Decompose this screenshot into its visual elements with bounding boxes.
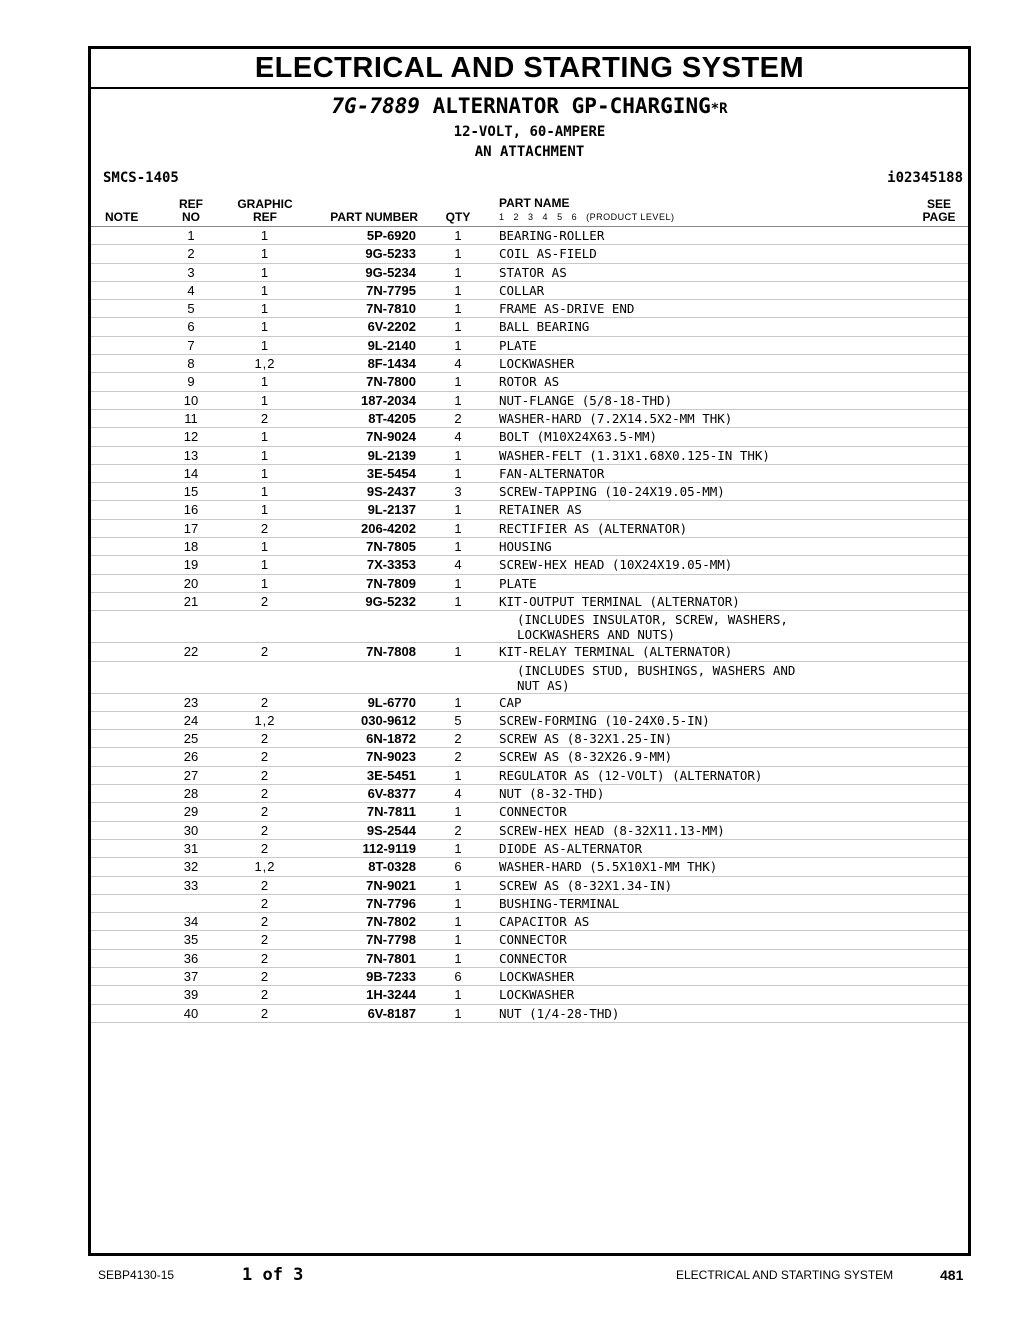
ref-no-cell: 33 bbox=[183, 877, 199, 893]
ref-no-cell: 22 bbox=[183, 644, 199, 660]
table-row-continuation bbox=[91, 611, 968, 643]
graphic-ref-cell: 1 bbox=[260, 374, 270, 390]
col-part-name: PART NAME bbox=[499, 196, 570, 210]
table-row bbox=[91, 575, 968, 593]
part-number-cell: 8T-0328 bbox=[368, 859, 416, 875]
col-graphic-ref bbox=[225, 198, 305, 224]
qty-cell: 1 bbox=[454, 1005, 462, 1021]
ref-no-cell: 13 bbox=[183, 447, 199, 463]
part-name-cell: CONNECTOR bbox=[499, 932, 567, 948]
qty-cell: 1 bbox=[454, 950, 462, 966]
footer-section: ELECTRICAL AND STARTING SYSTEM bbox=[676, 1268, 894, 1282]
part-number-cell: 9L-2140 bbox=[367, 337, 416, 353]
part-name-cell: SCREW-FORMING (10-24X0.5-IN) bbox=[499, 712, 710, 728]
graphic-ref-cell: 2 bbox=[260, 932, 270, 948]
table-row bbox=[91, 643, 968, 661]
table-row bbox=[91, 318, 968, 336]
ref-no-cell: 8 bbox=[187, 356, 195, 372]
part-name-cell: SCREW AS (8-32X1.34-IN) bbox=[499, 877, 673, 893]
qty-cell: 1 bbox=[454, 465, 462, 481]
table-row bbox=[91, 803, 968, 821]
table-row bbox=[91, 538, 968, 556]
graphic-ref-cell: 1 bbox=[260, 557, 270, 573]
ref-no-cell: 24 bbox=[183, 712, 199, 728]
group-title bbox=[91, 93, 968, 122]
qty-cell: 1 bbox=[454, 767, 462, 783]
ref-no-cell: 27 bbox=[183, 767, 199, 783]
graphic-ref-cell: 2 bbox=[260, 877, 270, 893]
table-row bbox=[91, 410, 968, 428]
part-name-cell: NUT (1/4-28-THD) bbox=[499, 1005, 620, 1021]
part-name-cell: SCREW-HEX HEAD (10X24X19.05-MM) bbox=[499, 557, 733, 573]
table-row bbox=[91, 337, 968, 355]
table-row bbox=[91, 373, 968, 391]
ref-no-cell: 40 bbox=[183, 1005, 199, 1021]
part-name-cell: KIT-RELAY TERMINAL (ALTERNATOR) bbox=[499, 644, 733, 660]
table-row bbox=[91, 465, 968, 483]
graphic-ref-cell: 1 bbox=[260, 484, 270, 500]
graphic-ref-cell: 2 bbox=[260, 840, 270, 856]
part-name-cell: BUSHING-TERMINAL bbox=[499, 895, 620, 911]
ref-no-cell: 31 bbox=[183, 840, 199, 856]
qty-cell: 5 bbox=[454, 712, 462, 728]
part-number-cell: 6V-8187 bbox=[367, 1005, 416, 1021]
part-name-cell: CAP bbox=[499, 694, 522, 710]
graphic-ref-cell: 1,2 bbox=[254, 356, 276, 372]
graphic-ref-cell: 1 bbox=[260, 282, 270, 298]
qty-cell: 4 bbox=[454, 557, 462, 573]
ref-no-cell: 3 bbox=[187, 264, 195, 280]
col-graphic-top: GRAPHIC bbox=[237, 197, 293, 211]
col-ref-bottom: NO bbox=[182, 210, 200, 224]
group-attachment-line: AN ATTACHMENT bbox=[474, 144, 585, 160]
graphic-ref-cell: 1,2 bbox=[254, 859, 276, 875]
part-name-cell: PLATE bbox=[499, 337, 537, 353]
product-level-1: 1 bbox=[499, 212, 505, 222]
ref-no-cell: 21 bbox=[183, 593, 199, 609]
part-name-cell: LOCKWASHER bbox=[499, 356, 575, 372]
section-title: ELECTRICAL AND STARTING SYSTEM bbox=[91, 49, 968, 89]
graphic-ref-cell: 2 bbox=[260, 914, 270, 930]
table-row bbox=[91, 767, 968, 785]
part-number-cell: 7N-7798 bbox=[366, 932, 416, 948]
product-level-6: 6 bbox=[571, 212, 578, 222]
ref-no-cell: 18 bbox=[183, 539, 199, 555]
part-name-cell: LOCKWASHER bbox=[499, 968, 575, 984]
part-name-cell: HOUSING bbox=[499, 539, 552, 555]
col-ref-top: REF bbox=[179, 197, 203, 211]
qty-cell: 6 bbox=[454, 968, 462, 984]
part-number-cell: 112-9119 bbox=[362, 840, 416, 856]
product-level-2: 2 bbox=[513, 212, 520, 222]
graphic-ref-cell: 2 bbox=[260, 822, 270, 838]
part-name-cell: BEARING-ROLLER bbox=[499, 228, 605, 243]
part-name-cell: WASHER-HARD (5.5X10X1-MM THK) bbox=[499, 859, 718, 875]
part-name-cell: DIODE AS-ALTERNATOR bbox=[499, 840, 642, 856]
part-number-cell: 7N-9021 bbox=[366, 877, 416, 893]
ref-no-cell: 34 bbox=[183, 914, 199, 930]
part-name-cell: WASHER-HARD (7.2X14.5X2-MM THK) bbox=[499, 410, 733, 426]
ref-no-cell: 36 bbox=[183, 950, 199, 966]
part-name-cell: FAN-ALTERNATOR bbox=[499, 465, 605, 481]
table-row bbox=[91, 694, 968, 712]
part-number-cell: 206-4202 bbox=[361, 520, 416, 536]
graphic-ref-cell: 1 bbox=[260, 539, 270, 555]
part-number-cell: 7N-9023 bbox=[366, 749, 416, 765]
table-row bbox=[91, 593, 968, 611]
product-level-5: 5 bbox=[557, 212, 563, 222]
ref-no-cell: 10 bbox=[183, 392, 199, 408]
ref-no-cell: 4 bbox=[187, 282, 195, 298]
part-number-cell: 7N-7802 bbox=[366, 914, 416, 930]
part-number-cell: 9G-5232 bbox=[365, 593, 416, 609]
group-spec-line: 12-VOLT, 60-AMPERE bbox=[453, 124, 606, 140]
part-name-cell: BOLT (M10X24X63.5-MM) bbox=[499, 429, 658, 445]
ref-no-cell: 6 bbox=[187, 319, 195, 335]
ref-no-cell: 35 bbox=[183, 932, 199, 948]
graphic-ref-cell: 2 bbox=[260, 804, 270, 820]
ref-no-cell: 14 bbox=[183, 465, 199, 481]
part-name-cell: COLLAR bbox=[499, 282, 545, 298]
part-name-cell: KIT-OUTPUT TERMINAL (ALTERNATOR) bbox=[499, 593, 740, 609]
table-row bbox=[91, 300, 968, 318]
graphic-ref-cell: 2 bbox=[260, 950, 270, 966]
part-number-cell: 9G-5233 bbox=[365, 246, 416, 262]
table-row bbox=[91, 501, 968, 519]
document-code: i02345188 bbox=[887, 170, 963, 186]
graphic-ref-cell: 2 bbox=[260, 410, 270, 426]
part-name-cell: CONNECTOR bbox=[499, 950, 567, 966]
qty-cell: 2 bbox=[454, 749, 462, 765]
graphic-ref-cell: 1 bbox=[260, 575, 270, 591]
ref-no-cell: 11 bbox=[184, 410, 198, 426]
part-number-cell: 9L-2139 bbox=[367, 447, 416, 463]
group-part-number: 7G-7889 bbox=[331, 94, 420, 118]
qty-cell: 1 bbox=[454, 228, 462, 243]
graphic-ref-cell: 1 bbox=[260, 337, 270, 353]
ref-no-cell: 32 bbox=[183, 859, 199, 875]
ref-no-cell: 15 bbox=[183, 484, 199, 500]
qty-cell: 1 bbox=[454, 840, 462, 856]
part-name-cell: PLATE bbox=[499, 575, 537, 591]
qty-cell: 4 bbox=[454, 786, 462, 802]
table-row bbox=[91, 392, 968, 410]
part-name-cell: ROTOR AS bbox=[499, 374, 560, 390]
table-row-continuation bbox=[91, 662, 968, 694]
ref-no-cell: 37 bbox=[183, 968, 199, 984]
graphic-ref-cell: 1 bbox=[260, 264, 270, 280]
part-number-cell: 5P-6920 bbox=[366, 228, 416, 243]
graphic-ref-cell: 2 bbox=[260, 731, 270, 747]
table-row bbox=[91, 858, 968, 876]
qty-cell: 1 bbox=[454, 575, 462, 591]
col-note: NOTE bbox=[105, 210, 139, 224]
part-name-cell: LOCKWASHER bbox=[499, 987, 575, 1003]
col-graphic-bottom: REF bbox=[253, 210, 277, 224]
qty-cell: 1 bbox=[454, 319, 462, 335]
graphic-ref-cell: 2 bbox=[260, 786, 270, 802]
part-number-cell: 9G-5234 bbox=[365, 264, 416, 280]
product-level-scale bbox=[499, 212, 683, 222]
qty-cell: 1 bbox=[454, 914, 462, 930]
ref-no-cell: 1 bbox=[187, 228, 195, 243]
part-name-continuation: (INCLUDES INSULATOR, SCREW, WASHERS, LOCKWASHERS AND NUTS) bbox=[517, 612, 788, 643]
part-number-cell: 8T-4205 bbox=[368, 410, 416, 426]
table-row bbox=[91, 447, 968, 465]
ref-no-cell: 12 bbox=[183, 429, 199, 445]
qty-cell: 1 bbox=[454, 301, 462, 317]
footer-page-number: 481 bbox=[940, 1267, 964, 1283]
ref-no-cell: 17 bbox=[183, 520, 199, 536]
table-row bbox=[91, 355, 968, 373]
part-name-cell: FRAME AS-DRIVE END bbox=[499, 301, 635, 317]
col-part-number: PART NUMBER bbox=[330, 210, 418, 224]
graphic-ref-cell: 2 bbox=[260, 987, 270, 1003]
table-row bbox=[91, 1005, 968, 1023]
col-qty: QTY bbox=[445, 210, 471, 224]
product-level-label: (PRODUCT LEVEL) bbox=[586, 212, 675, 222]
part-name-cell: SCREW AS (8-32X1.25-IN) bbox=[499, 731, 673, 747]
graphic-ref-cell: 2 bbox=[260, 593, 270, 609]
part-number-cell: 9S-2544 bbox=[366, 822, 416, 838]
qty-cell: 1 bbox=[454, 264, 462, 280]
qty-cell: 1 bbox=[454, 392, 462, 408]
part-name-cell: SCREW-HEX HEAD (8-32X11.13-MM) bbox=[499, 822, 725, 838]
part-name-cell: SCREW-TAPPING (10-24X19.05-MM) bbox=[499, 484, 725, 500]
qty-cell: 1 bbox=[454, 447, 462, 463]
part-number-cell: 3E-5454 bbox=[366, 465, 416, 481]
qty-cell: 1 bbox=[454, 539, 462, 555]
graphic-ref-cell: 2 bbox=[260, 694, 270, 710]
part-name-cell: NUT-FLANGE (5/8-18-THD) bbox=[499, 392, 673, 408]
part-name-cell: WASHER-FELT (1.31X1.68X0.125-IN THK) bbox=[499, 447, 770, 463]
qty-cell: 1 bbox=[454, 282, 462, 298]
part-number-cell: 7N-7811 bbox=[366, 804, 416, 820]
smcs-code: SMCS-1405 bbox=[103, 170, 179, 186]
graphic-ref-cell: 1 bbox=[260, 392, 270, 408]
part-number-cell: 6V-2202 bbox=[367, 319, 416, 335]
part-number-cell: 1H-3244 bbox=[366, 987, 416, 1003]
qty-cell: 1 bbox=[454, 644, 462, 660]
part-number-cell: 9S-2437 bbox=[366, 484, 416, 500]
ref-no-cell: 2 bbox=[187, 246, 195, 262]
qty-cell: 4 bbox=[454, 356, 462, 372]
graphic-ref-cell: 2 bbox=[260, 968, 270, 984]
ref-no-cell: 25 bbox=[183, 731, 199, 747]
table-row bbox=[91, 483, 968, 501]
qty-cell: 1 bbox=[454, 932, 462, 948]
graphic-ref-cell: 2 bbox=[260, 767, 270, 783]
graphic-ref-cell: 1 bbox=[260, 465, 270, 481]
part-name-cell: REGULATOR AS (12-VOLT) (ALTERNATOR) bbox=[499, 767, 763, 783]
graphic-ref-cell: 1 bbox=[260, 447, 270, 463]
graphic-ref-cell: 1 bbox=[260, 502, 270, 518]
graphic-ref-cell: 2 bbox=[260, 749, 270, 765]
graphic-ref-cell: 2 bbox=[260, 644, 270, 660]
graphic-ref-cell: 1 bbox=[260, 319, 270, 335]
graphic-ref-cell: 1 bbox=[260, 301, 270, 317]
qty-cell: 1 bbox=[454, 246, 462, 262]
part-number-cell: 9L-6770 bbox=[367, 694, 416, 710]
qty-cell: 1 bbox=[454, 987, 462, 1003]
part-number-cell: 7X-3353 bbox=[366, 557, 416, 573]
ref-no-cell: 30 bbox=[183, 822, 199, 838]
part-number-cell: 7N-7810 bbox=[366, 301, 416, 317]
table-row bbox=[91, 556, 968, 574]
part-number-cell: 187-2034 bbox=[361, 392, 416, 408]
group-part-description: ALTERNATOR GP-CHARGING bbox=[432, 94, 711, 118]
ref-no-cell: 20 bbox=[183, 575, 199, 591]
qty-cell: 4 bbox=[454, 429, 462, 445]
part-name-cell: CONNECTOR bbox=[499, 804, 567, 820]
ref-no-cell: 9 bbox=[187, 374, 195, 390]
qty-cell: 1 bbox=[454, 593, 462, 609]
qty-cell: 2 bbox=[454, 410, 462, 426]
qty-cell: 1 bbox=[454, 877, 462, 893]
qty-cell: 1 bbox=[454, 694, 462, 710]
part-number-cell: 3E-5451 bbox=[366, 767, 416, 783]
table-row bbox=[91, 264, 968, 282]
qty-cell: 1 bbox=[454, 895, 462, 911]
part-name-cell: RETAINER AS bbox=[499, 502, 582, 518]
footer-doc-id: SEBP4130-15 bbox=[98, 1268, 175, 1282]
part-number-cell: 7N-7808 bbox=[366, 644, 416, 660]
part-number-cell: 9B-7233 bbox=[366, 968, 416, 984]
graphic-ref-cell: 2 bbox=[260, 895, 270, 911]
table-row bbox=[91, 785, 968, 803]
table-row bbox=[91, 520, 968, 538]
table-row bbox=[91, 840, 968, 858]
qty-cell: 2 bbox=[454, 822, 462, 838]
col-ref-no bbox=[161, 198, 221, 224]
graphic-ref-cell: 1 bbox=[260, 246, 270, 262]
part-number-cell: 7N-7809 bbox=[366, 575, 416, 591]
part-name-cell: STATOR AS bbox=[499, 264, 567, 280]
part-name-cell: BALL BEARING bbox=[499, 319, 590, 335]
part-number-cell: 7N-7795 bbox=[366, 282, 416, 298]
table-row bbox=[91, 712, 968, 730]
part-number-cell: 7N-7796 bbox=[366, 895, 416, 911]
part-name-cell: COIL AS-FIELD bbox=[499, 246, 597, 262]
table-row bbox=[91, 822, 968, 840]
col-see-top: SEE bbox=[926, 197, 951, 211]
part-name-continuation: (INCLUDES STUD, BUSHINGS, WASHERS AND NUT AS) bbox=[517, 662, 796, 693]
graphic-ref-cell: 1 bbox=[260, 429, 270, 445]
qty-cell: 1 bbox=[454, 804, 462, 820]
table-row bbox=[91, 245, 968, 263]
table-row bbox=[91, 968, 968, 986]
parts-page-frame bbox=[88, 46, 971, 1256]
graphic-ref-cell: 2 bbox=[260, 520, 270, 536]
part-number-cell: 9L-2137 bbox=[367, 502, 416, 518]
table-row bbox=[91, 986, 968, 1004]
qty-cell: 2 bbox=[454, 731, 462, 747]
part-number-cell: 6V-8377 bbox=[367, 786, 416, 802]
table-row bbox=[91, 730, 968, 748]
table-row bbox=[91, 428, 968, 446]
ref-no-cell: 16 bbox=[183, 502, 199, 518]
ref-no-cell: 5 bbox=[187, 301, 195, 317]
ref-no-cell: 26 bbox=[183, 749, 199, 765]
part-number-cell: 7N-7800 bbox=[366, 374, 416, 390]
table-row bbox=[91, 282, 968, 300]
graphic-ref-cell: 1 bbox=[260, 228, 270, 243]
group-part-suffix: *R bbox=[710, 101, 728, 117]
qty-cell: 6 bbox=[454, 859, 462, 875]
qty-cell: 3 bbox=[454, 484, 462, 500]
part-number-cell: 6N-1872 bbox=[366, 731, 416, 747]
ref-no-cell: 7 bbox=[187, 337, 195, 353]
part-number-cell: 030-9612 bbox=[361, 712, 416, 728]
table-row bbox=[91, 931, 968, 949]
col-see-page bbox=[906, 198, 972, 224]
part-name-cell: NUT (8-32-THD) bbox=[499, 786, 605, 802]
product-level-3: 3 bbox=[528, 212, 534, 222]
product-level-4: 4 bbox=[542, 212, 549, 222]
footer-page-of: 1 of 3 bbox=[242, 1265, 304, 1285]
ref-no-cell: 39 bbox=[183, 987, 199, 1003]
table-row bbox=[91, 227, 968, 245]
table-row bbox=[91, 913, 968, 931]
ref-no-cell: 19 bbox=[183, 557, 199, 573]
table-row bbox=[91, 748, 968, 766]
part-number-cell: 8F-1434 bbox=[367, 356, 416, 372]
col-see-bottom: PAGE bbox=[922, 210, 956, 224]
part-number-cell: 7N-7805 bbox=[366, 539, 416, 555]
part-name-cell: CAPACITOR AS bbox=[499, 914, 590, 930]
parts-table bbox=[91, 227, 968, 1023]
part-number-cell: 7N-7801 bbox=[366, 950, 416, 966]
ref-no-cell: 23 bbox=[183, 694, 199, 710]
qty-cell: 1 bbox=[454, 520, 462, 536]
table-row bbox=[91, 877, 968, 895]
part-name-cell: SCREW AS (8-32X26.9-MM) bbox=[499, 749, 673, 765]
qty-cell: 1 bbox=[454, 502, 462, 518]
table-row bbox=[91, 895, 968, 913]
table-row bbox=[91, 950, 968, 968]
part-name-cell: RECTIFIER AS (ALTERNATOR) bbox=[499, 520, 688, 536]
ref-no-cell: 29 bbox=[183, 804, 199, 820]
graphic-ref-cell: 1,2 bbox=[254, 712, 276, 728]
part-number-cell: 7N-9024 bbox=[366, 429, 416, 445]
qty-cell: 1 bbox=[454, 374, 462, 390]
qty-cell: 1 bbox=[454, 337, 462, 353]
graphic-ref-cell: 2 bbox=[260, 1005, 270, 1021]
ref-no-cell: 28 bbox=[183, 786, 199, 802]
